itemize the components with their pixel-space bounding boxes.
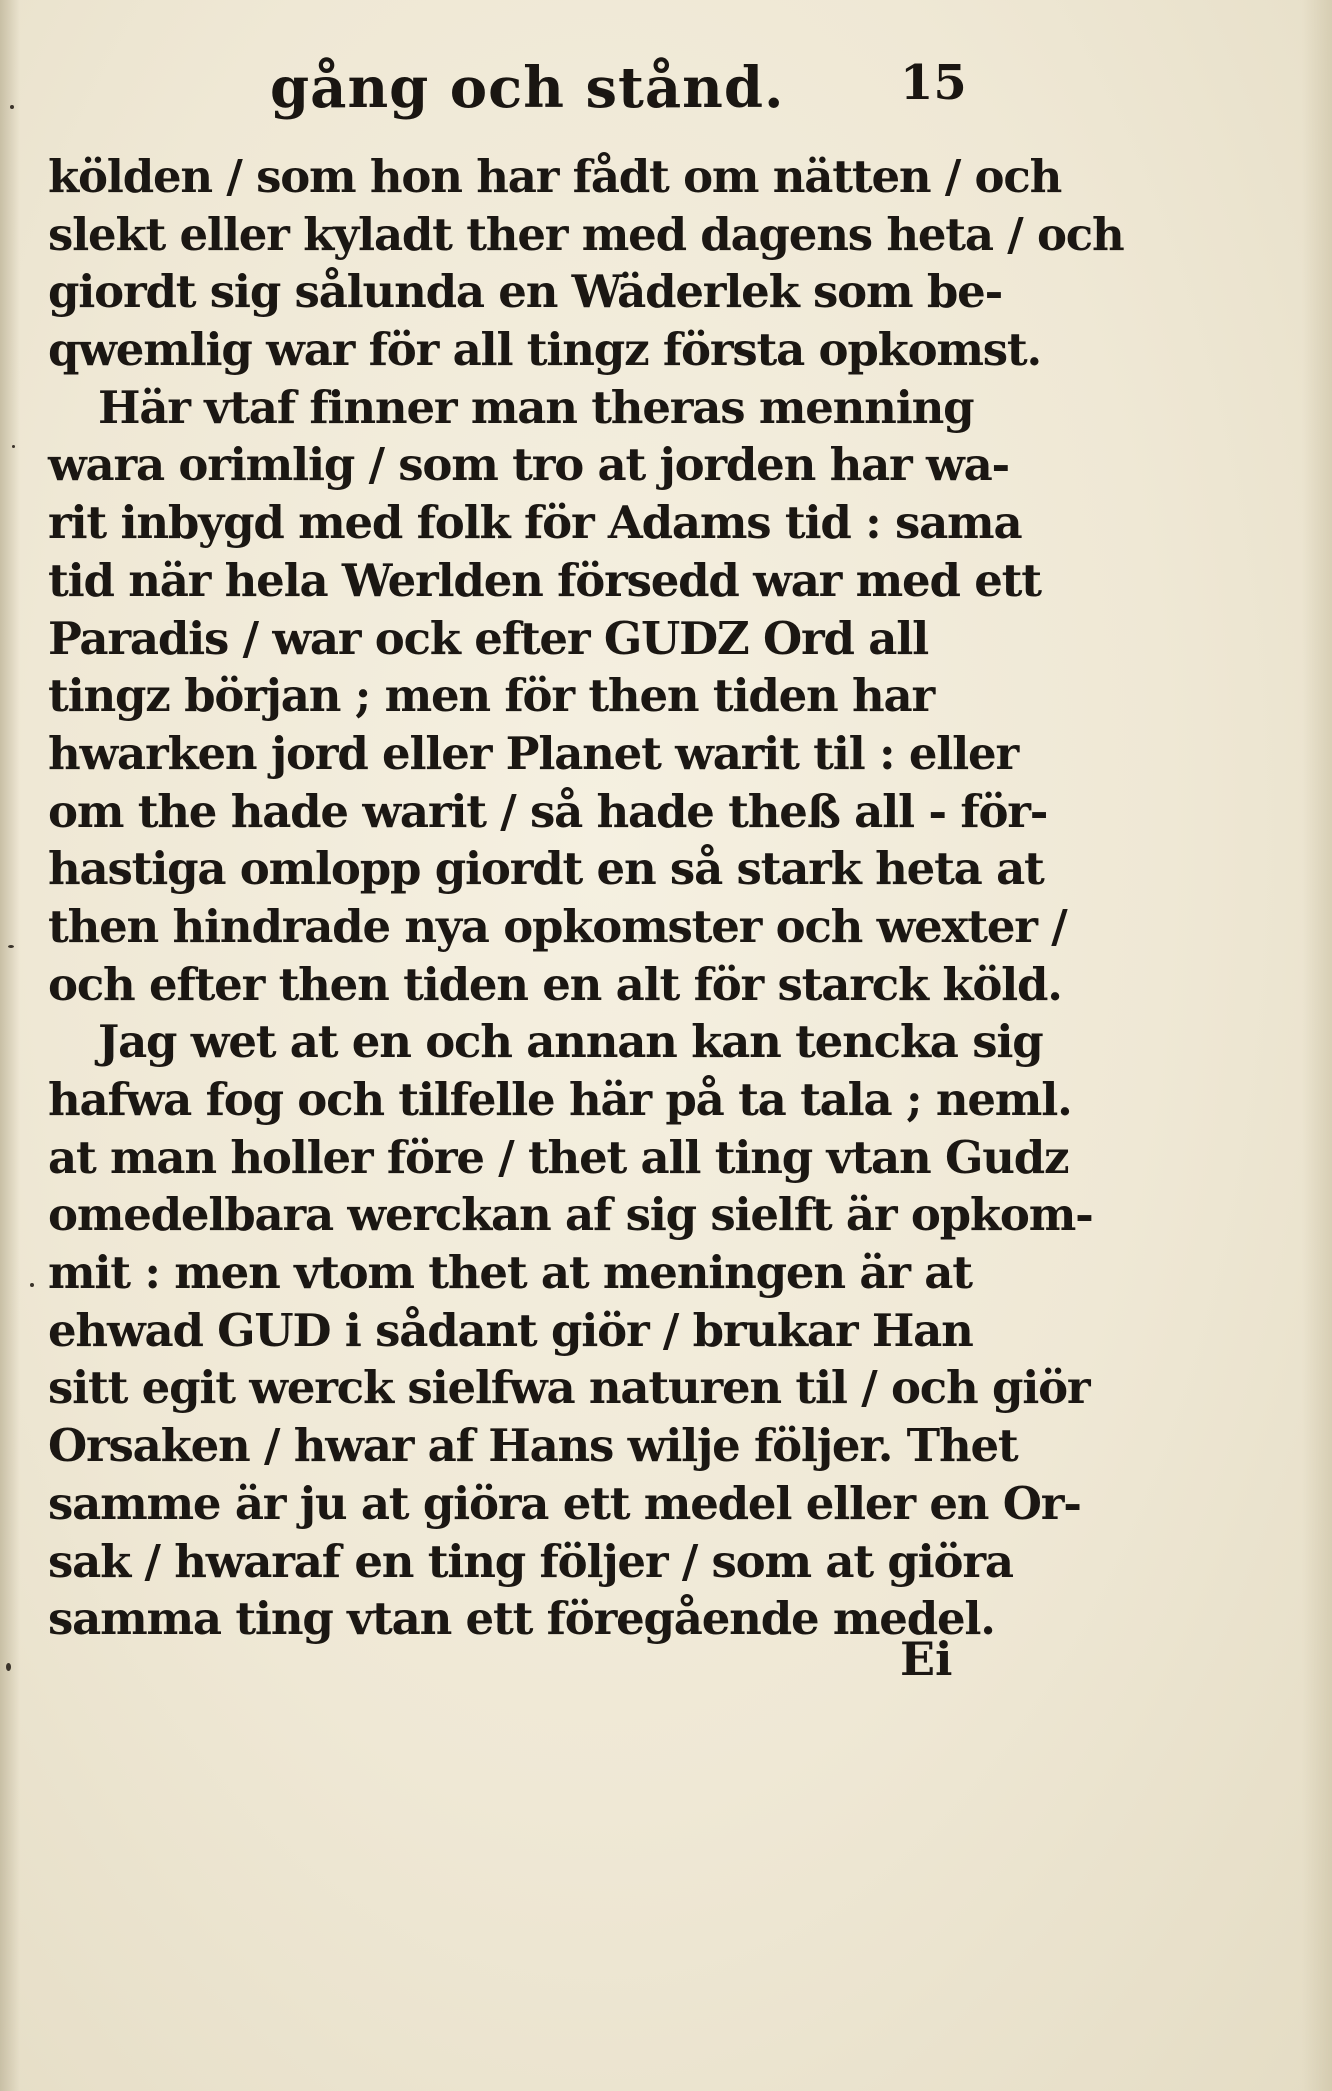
text-line: om the hade warit / så hade theß all - för- [48, 784, 1048, 838]
paper-speck [12, 445, 15, 448]
spine-shadow [0, 0, 20, 2091]
text-line: slekt eller kyladt ther med dagens heta / och [48, 207, 1124, 261]
text-line: hafwa fog och tilfelle här på ta tala ; neml. [48, 1073, 1072, 1126]
text-line: samma ting vtan ett föregående medel. [48, 1592, 995, 1646]
text-line: tid när hela Werlden försedd war med ett [48, 553, 1041, 607]
text-line: qwemlig war för all tingz första opkomst. [48, 323, 1041, 377]
text-line: kölden / som hon har fådt om nätten / och [48, 150, 1062, 203]
text-line: omedelbara werckan af sig sielft är opkom- [48, 1188, 1093, 1242]
text-line: Här vtaf finner man theras menning [98, 380, 974, 434]
text-line: wara orimlig / som tro at jorden har wa- [48, 438, 1010, 492]
page-header [50, 55, 970, 135]
paper-speck [6, 1663, 11, 1671]
text-line: then hindrade nya opkomster och wexter / [48, 899, 1067, 953]
text-line: Jag wet at en och annan kan tencka sig [98, 1015, 1043, 1069]
paper-speck [10, 105, 14, 109]
catchword: Ei [900, 1632, 953, 1686]
text-line: hwarken jord eller Planet warit til : eller [48, 726, 1018, 780]
text-line: sak / hwaraf en ting följer / som at giöra [48, 1534, 1013, 1588]
paper-speck [8, 945, 14, 948]
text-line: giordt sig sålunda en Wäderlek som be- [48, 265, 1003, 319]
body-text [48, 148, 1124, 1648]
text-line: at man holler före / thet all ting vtan Gudz [48, 1130, 1069, 1184]
running-head: gång och stånd. [270, 55, 785, 121]
text-line: mit : men vtom thet at meningen är at [48, 1246, 972, 1300]
text-line: ehwad GUD i sådant giör / brukar Han [48, 1303, 973, 1357]
text-line: sitt egit werck sielfwa naturen til / och giör [48, 1361, 1090, 1415]
text-line: Orsaken / hwar af Hans wilje följer. Thet [48, 1419, 1018, 1473]
text-line: och efter then tiden en alt för starck köld. [48, 957, 1062, 1011]
page-number: 15 [900, 55, 967, 111]
text-line: tingz början ; men för then tiden har [48, 669, 935, 723]
text-line: samme är ju at giöra ett medel eller en Or- [48, 1476, 1081, 1530]
paper-speck [30, 1283, 34, 1287]
text-line: Paradis / war ock efter GUDZ Ord all [48, 611, 929, 665]
page-edge-shadow [1302, 0, 1332, 2091]
text-line: hastiga omlopp giordt en så stark heta at [48, 842, 1044, 896]
text-line: rit inbygd med folk för Adams tid : sama [48, 496, 1022, 550]
